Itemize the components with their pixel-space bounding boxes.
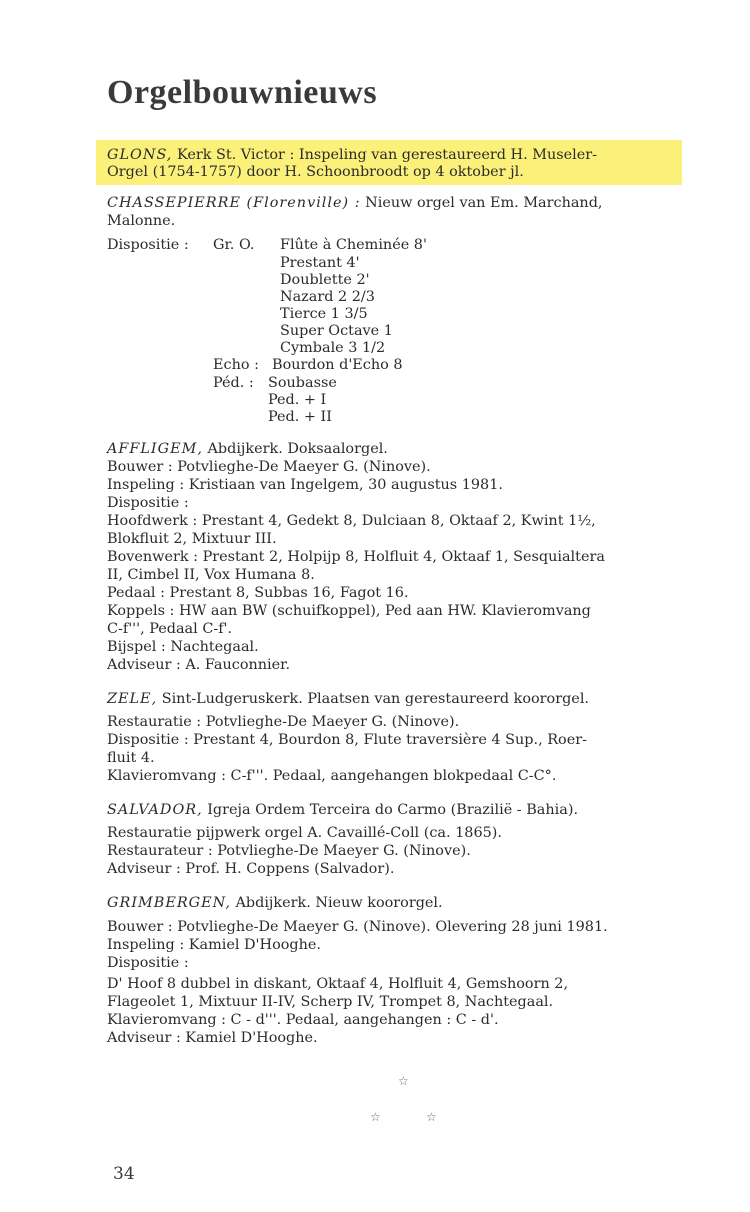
affligem-line: C-f''', Pedaal C-f'. (107, 621, 233, 637)
stop-item: Cymbale 3 1/2 (280, 340, 386, 356)
chassepierre-gr-o-label: Gr. O. (213, 237, 255, 253)
grimbergen-line: Adviseur : Kamiel D'Hooghe. (107, 1030, 318, 1046)
affligem-line: Inspeling : Kristiaan van Ingelgem, 30 augustus 1981. (107, 477, 503, 493)
stop-item: Doublette 2' (280, 272, 370, 288)
affligem-line: Koppels : HW aan BW (schuifkoppel), Ped aan HW. Klavieromvang (107, 603, 591, 619)
echo-label: Echo : (213, 357, 259, 373)
stop-item: Bourdon d'Echo 8 (272, 357, 403, 373)
affligem-entry-line-1: AFFLIGEM, Abdijkerk. Doksaalorgel. (107, 441, 388, 457)
glons-entry-line-2: Orgel (1754-1757) door H. Schoonbroodt op 4 oktober jl. (107, 164, 524, 180)
grimbergen-line: Flageolet 1, Mixtuur II-IV, Scherp IV, Trompet 8, Nachtegaal. (107, 994, 554, 1010)
affligem-line: Bouwer : Potvlieghe-De Maeyer G. (Ninove). (107, 459, 431, 475)
star-icon: ☆ (398, 1074, 409, 1088)
ped-label: Péd. : (213, 375, 254, 391)
affligem-line: Adviseur : A. Fauconnier. (107, 657, 291, 673)
zele-line: fluit 4. (107, 750, 155, 766)
zele-place-name: ZELE, (107, 691, 158, 707)
zele-line: Restauratie : Potvlieghe-De Maeyer G. (Ninove). (107, 714, 460, 730)
zele-line: Klavieromvang : C-f'''. Pedaal, aangehangen blokpedaal C-C°. (107, 768, 557, 784)
stop-item: Nazard 2 2/3 (280, 289, 375, 305)
stop-item: Flûte à Cheminée 8' (280, 237, 427, 253)
zele-line: Dispositie : Prestant 4, Bourdon 8, Flute traversière 4 Sup., Roer- (107, 732, 587, 748)
salvador-entry-line-1: SALVADOR, Igreja Ordem Terceira do Carmo (Braziliё - Bahia). (107, 802, 579, 818)
page-number: 34 (113, 1164, 135, 1184)
stop-item: Super Octave 1 (280, 323, 393, 339)
star-icon: ☆ (370, 1110, 381, 1124)
grimbergen-line: D' Hoof 8 dubbel in diskant, Oktaaf 4, Holfluit 4, Gemshoorn 2, (107, 976, 569, 992)
grimbergen-line: Dispositie : (107, 955, 189, 971)
affligem-line: II, Cimbel II, Vox Humana 8. (107, 567, 315, 583)
zele-entry-line-1: ZELE, Sint-Ludgeruskerk. Plaatsen van gerestaureerd koororgel. (107, 691, 589, 707)
glons-entry-line-1: GLONS, Kerk St. Victor : Inspeling van gerestaureerd H. Museler- (107, 147, 597, 163)
stop-item: Tierce 1 3/5 (280, 306, 368, 322)
affligem-place-name: AFFLIGEM, (107, 441, 203, 457)
glons-place-name: GLONS, (107, 147, 173, 163)
grimbergen-entry-line-1: GRIMBERGEN, Abdijkerk. Nieuw koororgel. (107, 895, 443, 911)
star-icon: ☆ (426, 1110, 437, 1124)
grimbergen-line: Bouwer : Potvlieghe-De Maeyer G. (Ninove). Olevering 28 juni 1981. (107, 919, 608, 935)
affligem-line: Blokfluit 2, Mixtuur III. (107, 531, 277, 547)
stop-item: Prestant 4' (280, 255, 360, 271)
stop-item: Ped. + I (268, 392, 327, 408)
stop-item: Ped. + II (268, 409, 332, 425)
affligem-line: Hoofdwerk : Prestant 4, Gedekt 8, Dulciaan 8, Oktaaf 2, Kwint 1½, (107, 513, 596, 529)
chassepierre-dispositie-label: Dispositie : (107, 237, 189, 253)
salvador-line: Adviseur : Prof. H. Coppens (Salvador). (107, 861, 395, 877)
salvador-line: Restauratie pijpwerk orgel A. Cavaillé-Coll (ca. 1865). (107, 825, 502, 841)
stop-item: Soubasse (268, 375, 337, 391)
chassepierre-entry-line-1: CHASSEPIERRE (Florenville) : Nieuw orgel van Em. Marchand, (107, 195, 603, 211)
salvador-place-name: SALVADOR, (107, 802, 203, 818)
affligem-line: Pedaal : Prestant 8, Subbas 16, Fagot 16. (107, 585, 409, 601)
grimbergen-line: Inspeling : Kamiel D'Hooghe. (107, 937, 321, 953)
affligem-line: Bijspel : Nachtegaal. (107, 639, 259, 655)
affligem-line: Dispositie : (107, 495, 189, 511)
salvador-line: Restaurateur : Potvlieghe-De Maeyer G. (Ninove). (107, 843, 471, 859)
grimbergen-place-name: GRIMBERGEN, (107, 895, 231, 911)
chassepierre-place-name: CHASSEPIERRE (Florenville) : (107, 195, 361, 211)
page-title: Orgelbouwnieuws (107, 74, 378, 111)
grimbergen-line: Klavieromvang : C - d'''. Pedaal, aangehangen : C - d'. (107, 1012, 499, 1028)
chassepierre-entry-line-2: Malonne. (107, 213, 176, 229)
affligem-line: Bovenwerk : Prestant 2, Holpijp 8, Holfluit 4, Oktaaf 1, Sesquialtera (107, 549, 605, 565)
